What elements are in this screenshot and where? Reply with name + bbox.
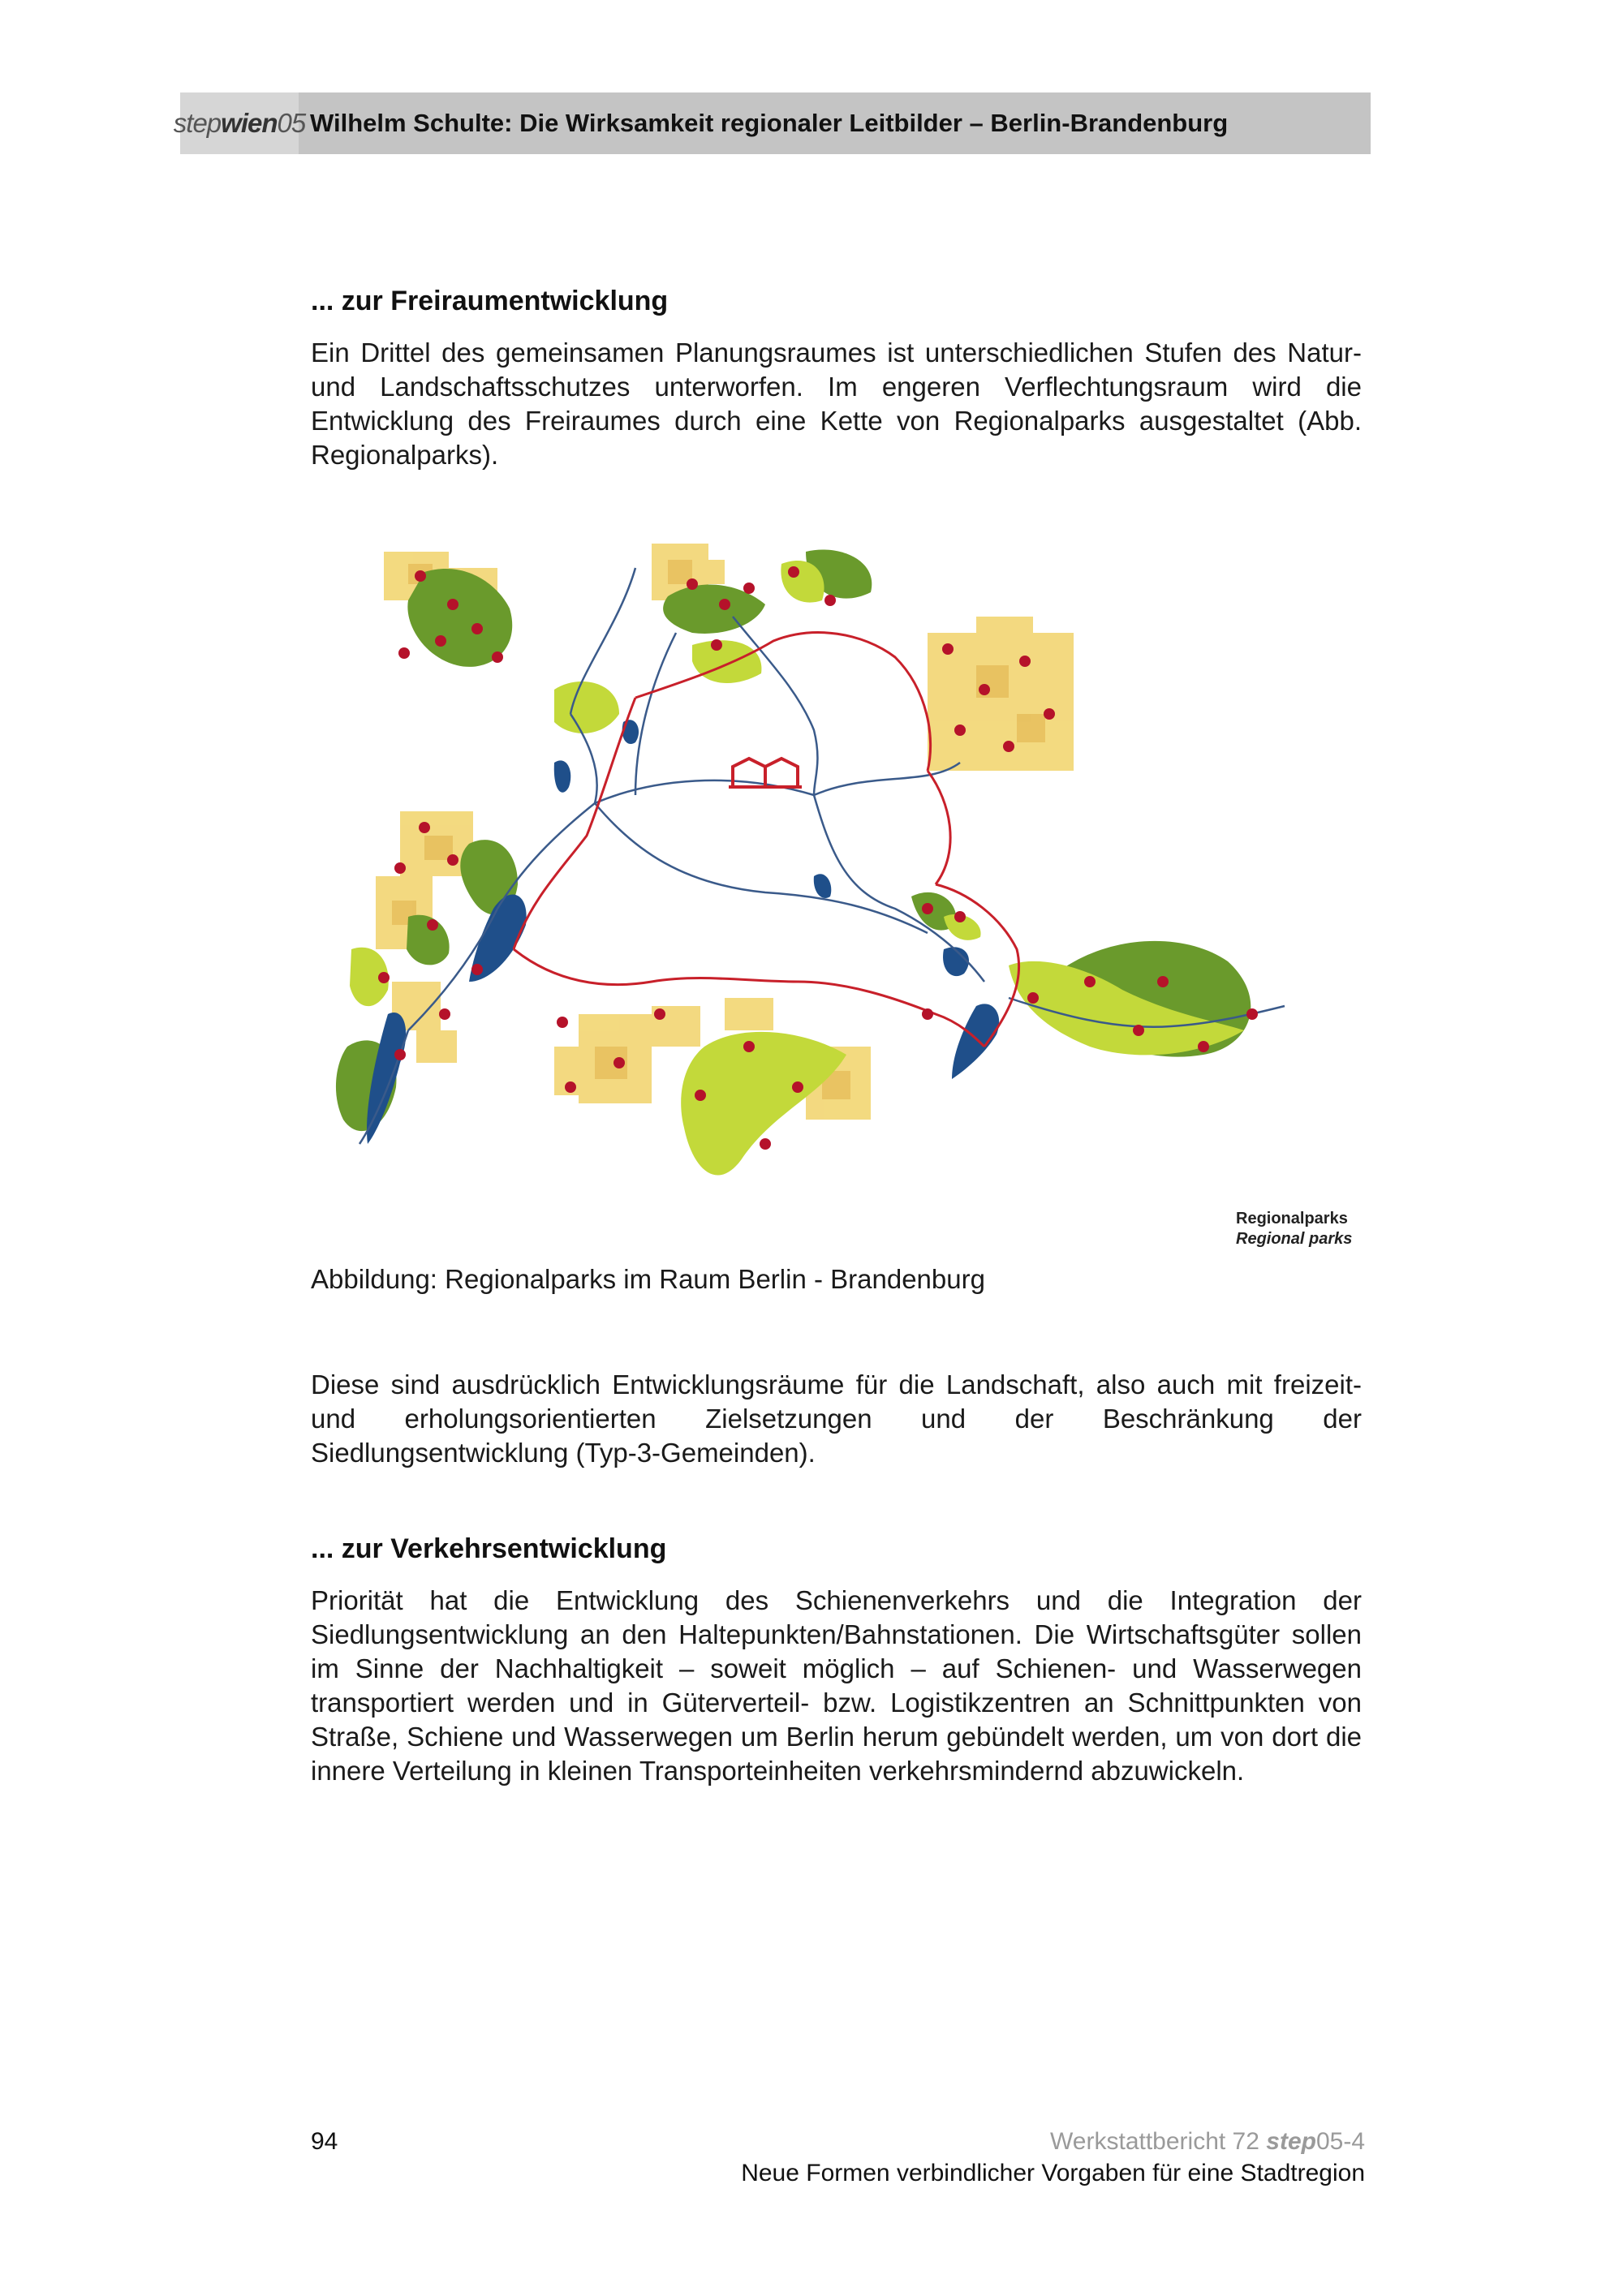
header-title: Wilhelm Schulte: Die Wirksamkeit regionaler Leitbilder – Berlin-Brandenburg <box>310 109 1229 137</box>
footer-subtitle: Neue Formen verbindlicher Vorgaben für eine Stadtregion <box>741 2160 1365 2186</box>
logo-step: step <box>173 108 222 138</box>
regionalparks-map <box>311 527 1374 1258</box>
page-header <box>173 92 1371 154</box>
legend-line2: Regional parks <box>1236 1230 1353 1248</box>
logo-year: 05 <box>277 108 306 138</box>
footer-series-suffix: 05-4 <box>1315 2128 1365 2155</box>
paragraph-verkehr: Priorität hat die Entwicklung des Schienenverkehrs und die Integration der Siedlungsentwicklung an den Haltepunkten/Bahnstationen. Die Wirtschaftsgüter sollen im Sinne der Nachhaltigkeit – soweit möglich – auf Schienen- und Wasserwegen transportiert werden und in Güterverteil- bzw. Logistikzentren an Schnittpunkten von Straße, Schiene und Wasserwegen um Berlin herum gebündelt werden, um von dort die innere Verteilung in kleinen Transporteinheiten verkehrsmindernd abzuwickeln. <box>311 1585 1362 1786</box>
berlin-symbol <box>729 759 802 787</box>
paragraph-regionalparks: Diese sind ausdrücklich Entwicklungsräume für die Landschaft, also auch mit freizeit- und erholungsorientierten Zielsetzungen und der Beschränkung der Siedlungsentwicklung (Typ-3-Gemeinden). <box>311 1369 1362 1468</box>
logo-wien: wien <box>221 108 278 138</box>
water-bodies <box>367 720 999 1144</box>
page-number: 94 <box>311 2128 338 2155</box>
stepwien-logo <box>173 92 306 154</box>
legend-line1: Regionalparks <box>1236 1210 1348 1228</box>
paragraph-freiraum: Ein Drittel des gemeinsamen Planungsraumes ist unterschiedlichen Stufen des Natur- und Landschaftsschutzes unterworfen. Im engeren Verflechtungsraum wird die Entwicklung des Freiraumes durch eine Kette von Regionalparks ausgestaltet (Abb. Regionalparks). <box>311 338 1362 470</box>
footer-series <box>1050 2128 1365 2156</box>
map-svg <box>311 527 1374 1258</box>
figure-caption: Abbildung: Regionalparks im Raum Berlin - Brandenburg <box>311 1264 985 1294</box>
footer-series-step: step <box>1266 2128 1316 2155</box>
map-legend <box>1236 1209 1352 1249</box>
heading-verkehr: ... zur Verkehrsentwicklung <box>311 1533 667 1564</box>
footer-series-prefix: Werkstattbericht 72 <box>1050 2128 1267 2155</box>
heading-freiraum: ... zur Freiraumentwicklung <box>311 286 669 316</box>
